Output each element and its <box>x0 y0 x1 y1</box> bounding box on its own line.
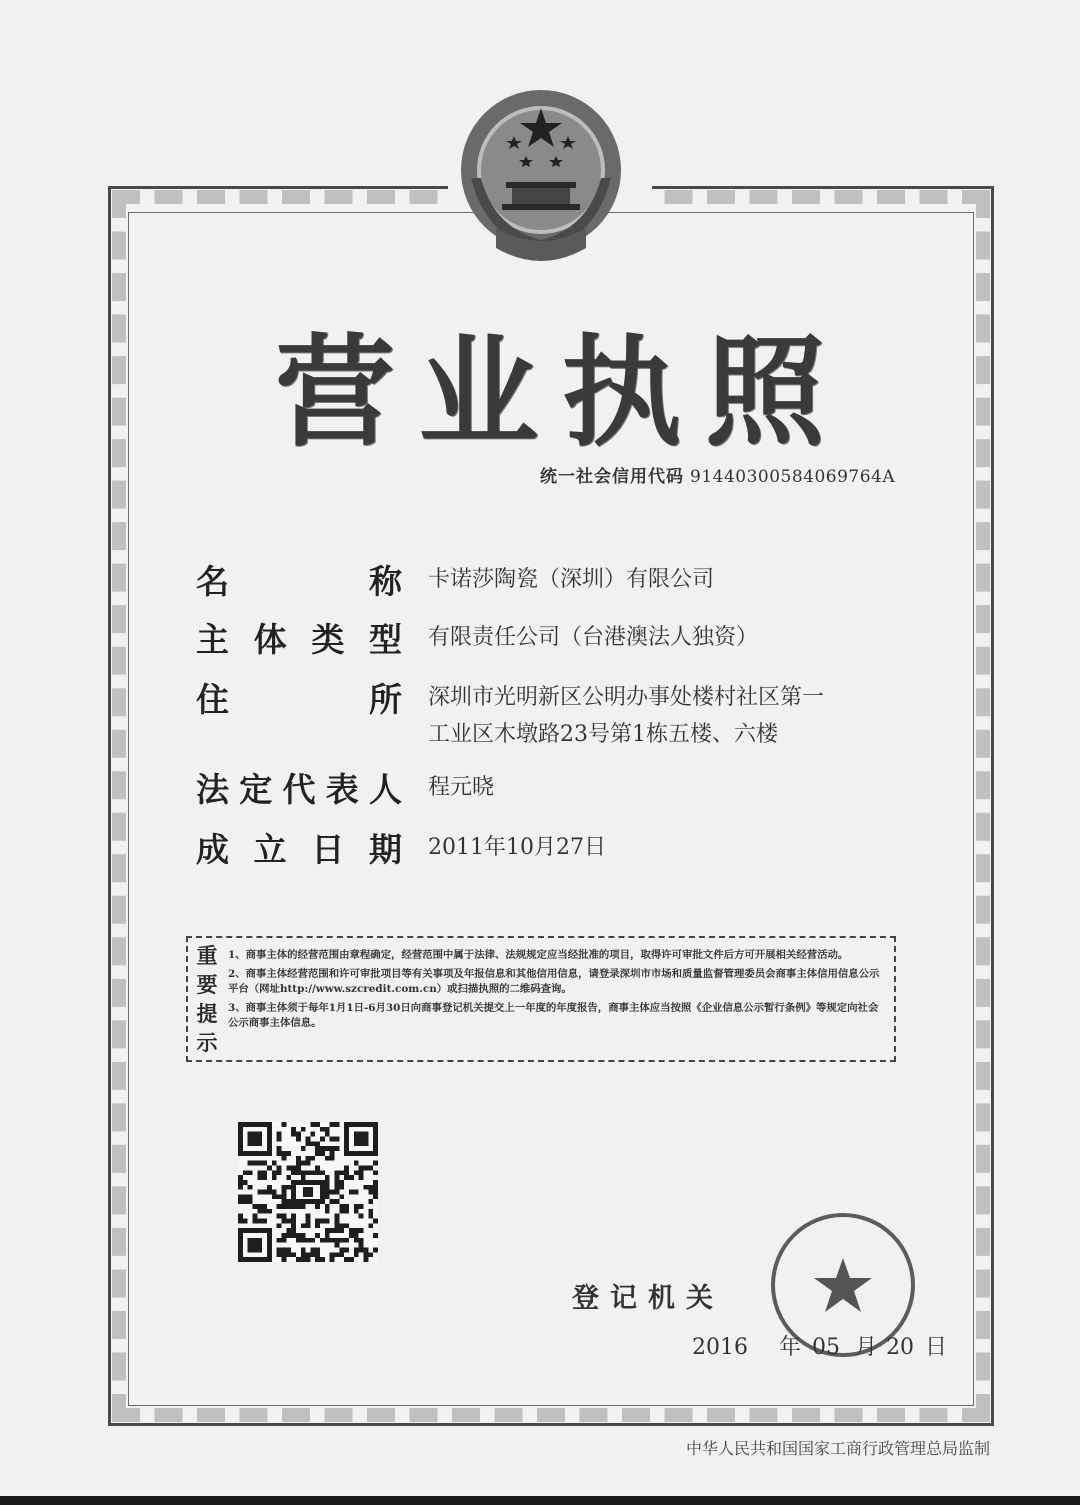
label-char: 主 <box>196 620 229 659</box>
label-char: 日 <box>311 830 345 869</box>
label-char: 成 <box>196 830 229 869</box>
notice-items <box>228 948 888 1035</box>
notice-heading-char: 提 <box>196 1002 218 1026</box>
qr-code-icon <box>238 1122 378 1262</box>
day-suffix: 日 <box>925 1335 948 1360</box>
field-value <box>428 829 908 866</box>
label-char: 法 <box>196 770 229 809</box>
field-label <box>196 556 402 603</box>
year-suffix: 年 <box>779 1335 802 1360</box>
credit-code-line <box>540 462 940 487</box>
footer-supervisor-note: 中华人民共和国国家工商行政管理总局监制 <box>685 1439 990 1458</box>
field-value <box>428 561 908 598</box>
value-line: 有限责任公司（台港澳法人独资） <box>428 625 759 650</box>
title-char: 营 <box>275 324 395 463</box>
label-char: 体 <box>253 620 287 659</box>
registration-month: 05 <box>812 1335 841 1360</box>
notice-heading-char: 重 <box>196 944 218 968</box>
registration-date <box>692 1330 947 1361</box>
month-suffix: 月 <box>855 1335 878 1360</box>
field-label <box>196 614 402 661</box>
value-line: 2011年10月27日 <box>428 835 606 860</box>
registration-day: 20 <box>886 1335 915 1360</box>
title-char: 照 <box>704 324 825 463</box>
label-char: 代 <box>282 770 316 809</box>
field-label <box>196 674 402 721</box>
notice-item: 3、商事主体须于每年1月1日-6月30日向商事登记机关提交上一年度的年度报告，商事主体应当按照《企业信息公示暂行条例》等规定向社会公示商事主体信息。 <box>228 1001 879 1029</box>
label-char: 所 <box>369 680 402 719</box>
title-char: 执 <box>561 324 682 463</box>
label-char: 住 <box>196 680 229 719</box>
label-char: 类 <box>311 620 345 659</box>
label-char: 人 <box>369 770 402 809</box>
document-title <box>270 318 830 463</box>
field-value <box>428 679 908 753</box>
label-char: 称 <box>369 562 402 601</box>
field-label <box>196 824 402 871</box>
label-char: 型 <box>368 620 402 659</box>
notice-heading-char: 要 <box>196 973 218 997</box>
field-value <box>428 769 908 806</box>
value-line: 工业区木墩路23号第1栋五楼、六楼 <box>428 722 778 747</box>
value-line: 深圳市光明新区公明办事处楼村社区第一 <box>428 685 825 710</box>
credit-code-value: 91440300584069764A <box>690 467 896 487</box>
credit-code-label: 统一社会信用代码 <box>540 467 684 487</box>
label-char: 表 <box>325 770 359 809</box>
field-label <box>196 764 402 811</box>
notice-item: 1、商事主体的经营范围由章程确定，经营范围中属于法律、法规规定应当经批准的项目，取得许可审批文件后方可开展相关经营活动。 <box>228 949 849 961</box>
value-line: 卡诺莎陶瓷（深圳）有限公司 <box>428 567 715 592</box>
notice-heading <box>194 942 220 1058</box>
registration-year: 2016 <box>692 1335 748 1360</box>
value-line: 程元晓 <box>428 775 495 800</box>
title-char: 业 <box>418 324 539 463</box>
national-emblem-icon <box>456 78 626 278</box>
notice-heading-char: 示 <box>196 1031 218 1055</box>
label-char: 期 <box>368 830 402 869</box>
label-char: 名 <box>196 562 229 601</box>
registration-authority-label: 登记机关 <box>572 1283 724 1314</box>
notice-item: 2、商事主体经营范围和许可审批项目等有关事项及年报信息和其他信用信息，请登录深圳市市场和质量监督管理委员会商事主体信用信息公示平台（网址http://www.szcredit.com.cn）或扫描执照的二维码查询。 <box>228 967 880 995</box>
label-char: 立 <box>253 830 287 869</box>
important-notice-box <box>186 936 896 1062</box>
label-char: 定 <box>239 770 273 809</box>
field-value <box>428 619 908 656</box>
bottom-edge-bar <box>0 1496 1080 1505</box>
